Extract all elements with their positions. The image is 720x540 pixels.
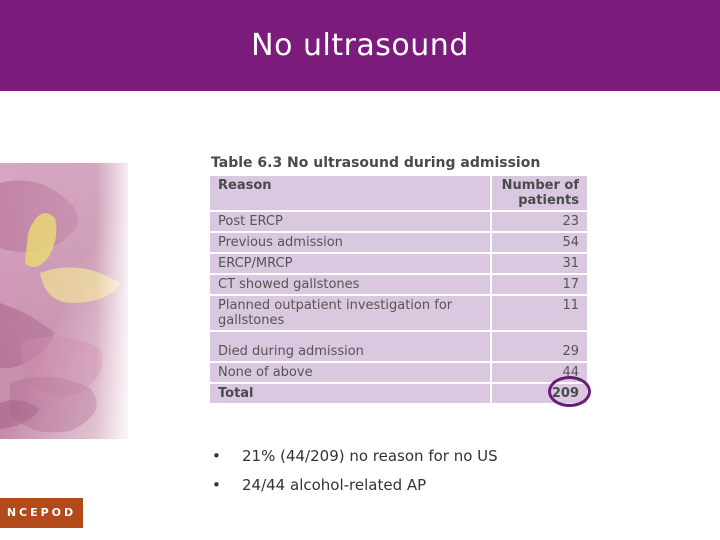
data-table bbox=[210, 176, 587, 405]
patients-cell: 23 bbox=[492, 212, 587, 233]
highlight-circle bbox=[548, 376, 591, 407]
bullet-marker: • bbox=[212, 476, 221, 494]
table-total-row bbox=[210, 384, 587, 405]
bullet-list bbox=[212, 446, 498, 504]
table-header-row bbox=[210, 176, 587, 212]
patients-cell: 31 bbox=[492, 254, 587, 275]
bullet-item bbox=[212, 446, 498, 475]
bullet-marker: • bbox=[212, 447, 221, 465]
reason-cell: None of above bbox=[210, 363, 492, 384]
reason-cell: Died during admission bbox=[210, 332, 492, 363]
patients-cell: 11 bbox=[492, 296, 587, 332]
table-row bbox=[210, 275, 587, 296]
header-patients: Number of patients bbox=[492, 176, 587, 212]
total-label: Total bbox=[210, 384, 492, 405]
bullet-text: 24/44 alcohol-related AP bbox=[242, 476, 427, 494]
reason-cell: CT showed gallstones bbox=[210, 275, 492, 296]
reason-cell: Post ERCP bbox=[210, 212, 492, 233]
table-row bbox=[210, 254, 587, 275]
ncepod-logo: NCEPOD bbox=[0, 498, 83, 528]
anatomy-illustration bbox=[0, 163, 128, 439]
patients-cell: 54 bbox=[492, 233, 587, 254]
patients-cell: 44 bbox=[492, 363, 587, 384]
bullet-text: 21% (44/209) no reason for no US bbox=[242, 447, 498, 465]
reason-cell: Planned outpatient investigation for gallstones bbox=[210, 296, 492, 332]
reason-cell: ERCP/MRCP bbox=[210, 254, 492, 275]
reason-cell: Previous admission bbox=[210, 233, 492, 254]
slide-title: No ultrasound bbox=[251, 28, 469, 63]
bullet-item bbox=[212, 475, 498, 504]
table-row bbox=[210, 296, 587, 332]
title-banner bbox=[0, 0, 720, 91]
table-row bbox=[210, 363, 587, 384]
table-caption: Table 6.3 No ultrasound during admission bbox=[211, 155, 541, 171]
table-row bbox=[210, 332, 587, 363]
patients-cell: 17 bbox=[492, 275, 587, 296]
table-row bbox=[210, 233, 587, 254]
total-value: 209 bbox=[492, 384, 587, 405]
header-reason: Reason bbox=[210, 176, 492, 212]
patients-cell: 29 bbox=[492, 332, 587, 363]
table-row bbox=[210, 212, 587, 233]
